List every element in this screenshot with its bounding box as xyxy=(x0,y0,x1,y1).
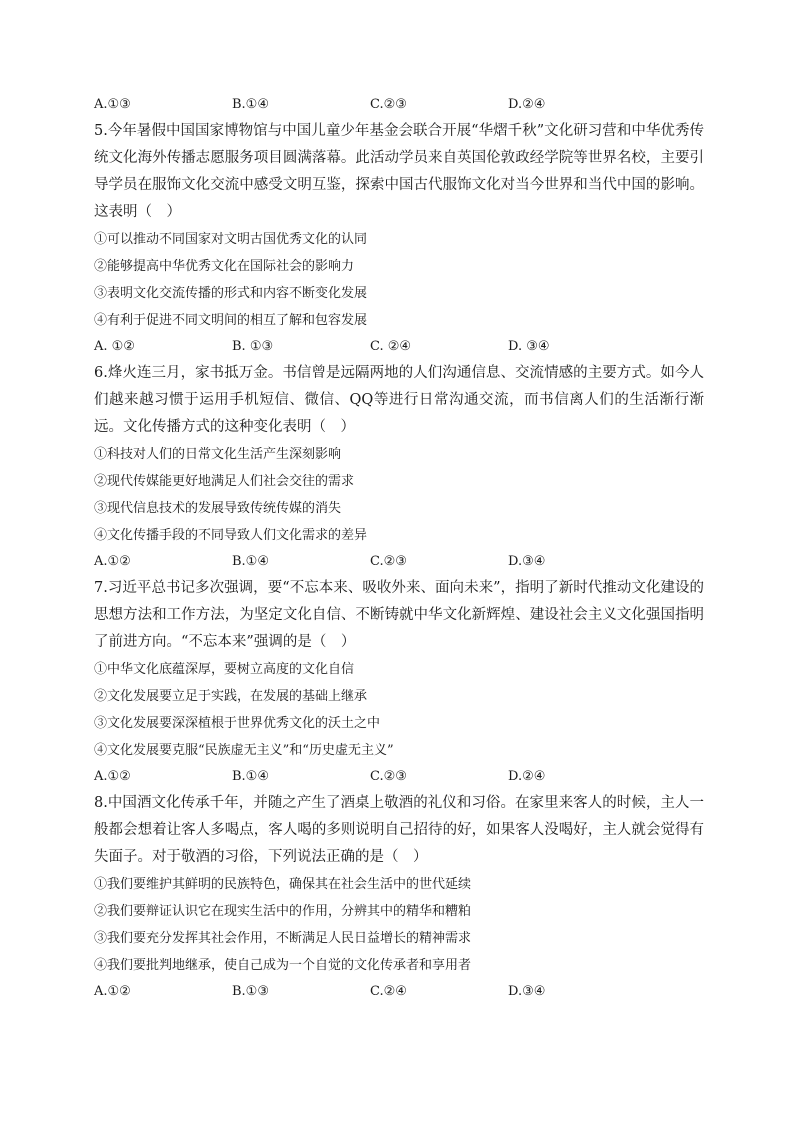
q5-item-4: ④有利于促进不同文明间的相互了解和包容发展 xyxy=(94,313,368,328)
q5-item-3: ③表明文化交流传播的形式和内容不断变化发展 xyxy=(94,286,368,301)
q6-option-a[interactable]: A.①② xyxy=(94,554,131,569)
q8-options xyxy=(94,979,704,1005)
q6-item-1: ①科技对人们的日常文化生活产生深刻影响 xyxy=(94,447,342,462)
q8-stem: 8.中国酒文化传承千年，并随之产生了酒桌上敬酒的礼仪和习俗。在家里来客人的时候，主人一般都会想着让客人多喝点，客人喝的多则说明自己招待的好，如果客人没喝好，主人就会觉得有失面子。对于敬酒的习俗，下列说法正确的是（ ） xyxy=(94,795,704,865)
q4-option-a[interactable]: A.①③ xyxy=(94,97,131,112)
q7-item-2: ②文化发展要立足于实践，在发展的基础上继承 xyxy=(94,689,368,704)
q6-option-b[interactable]: B.①④ xyxy=(232,554,269,569)
q7-item-3: ③文化发展要深深植根于世界优秀文化的沃土之中 xyxy=(94,716,381,731)
q8-option-d[interactable]: D.③④ xyxy=(508,984,546,999)
question-8 xyxy=(94,790,704,1005)
question-5 xyxy=(94,118,704,360)
q6-item-3: ③现代信息技术的发展导致传统传媒的消失 xyxy=(94,501,342,516)
q7-option-b[interactable]: B.①④ xyxy=(232,769,269,784)
q8-item-4: ④我们要批判地继承，使自己成为一个自觉的文化传承者和享用者 xyxy=(94,958,472,973)
q5-item-1: ①可以推动不同国家对文明古国优秀文化的认同 xyxy=(94,232,368,247)
q8-item-2: ②我们要辩证认识它在现实生活中的作用，分辨其中的精华和糟粕 xyxy=(94,904,472,919)
q7-option-a[interactable]: A.①② xyxy=(94,769,131,784)
q6-option-d[interactable]: D.③④ xyxy=(508,554,546,569)
q8-item-3: ③我们要充分发挥其社会作用，不断满足人民日益增长的精神需求 xyxy=(94,931,472,946)
q8-option-a[interactable]: A.①② xyxy=(94,984,131,999)
q5-option-c[interactable]: C. ②④ xyxy=(370,339,412,354)
q6-option-c[interactable]: C.②③ xyxy=(370,554,407,569)
q4-option-c[interactable]: C.②③ xyxy=(370,97,407,112)
q7-option-c[interactable]: C.②③ xyxy=(370,769,407,784)
q7-options xyxy=(94,764,704,790)
q5-stem: 5.今年暑假中国国家博物馆与中国儿童少年基金会联合开展“华熠千秋”文化研习营和中华优秀传统文化海外传播志愿服务项目圆满落幕。此活动学员来自英国伦敦政经学院等世界名校，主要引导学员在服饰文化交流中感受文明互鉴，探索中国古代服饰文化对当今世界和当代中国的影响。这表明（ ） xyxy=(94,123,704,220)
q4-option-b[interactable]: B.①④ xyxy=(232,97,269,112)
q7-item-4: ④文化发展要克服“民族虚无主义”和“历史虚无主义” xyxy=(94,743,394,758)
q6-item-4: ④文化传播手段的不同导致人们文化需求的差异 xyxy=(94,528,368,543)
question-7 xyxy=(94,575,704,790)
q8-item-1: ①我们要维护其鲜明的民族特色，确保其在社会生活中的世代延续 xyxy=(94,877,472,892)
q5-option-b[interactable]: B. ①③ xyxy=(232,339,274,354)
q6-item-2: ②现代传媒能更好地满足人们社会交往的需求 xyxy=(94,474,355,489)
q5-options xyxy=(94,334,704,360)
question-6 xyxy=(94,360,704,575)
q7-option-d[interactable]: D.②④ xyxy=(508,769,546,784)
q8-option-c[interactable]: C.②④ xyxy=(370,984,407,999)
q4-option-d[interactable]: D.②④ xyxy=(508,97,546,112)
q5-option-a[interactable]: A. ①② xyxy=(94,339,135,354)
q7-stem: 7.习近平总书记多次强调，要“不忘本来、吸收外来、面向未来”，指明了新时代推动文化建设的思想方法和工作方法，为坚定文化自信、不断铸就中华文化新辉煌、建设社会主义文化强国指明了前进方向。“不忘本来”强调的是（ ） xyxy=(94,580,704,650)
q4-options xyxy=(94,92,704,118)
q5-item-2: ②能够提高中华优秀文化在国际社会的影响力 xyxy=(94,259,355,274)
q7-item-1: ①中华文化底蕴深厚，要树立高度的文化自信 xyxy=(94,662,355,677)
q8-option-b[interactable]: B.①③ xyxy=(232,984,269,999)
q5-option-d[interactable]: D. ③④ xyxy=(508,339,550,354)
exam-page xyxy=(94,92,704,1005)
q6-options xyxy=(94,549,704,575)
q6-stem: 6.烽火连三月，家书抵万金。书信曾是远隔两地的人们沟通信息、交流情感的主要方式。如今人们越来越习惯于运用手机短信、微信、QQ等进行日常沟通交流，而书信离人们的生活渐行渐远。文化传播方式的这种变化表明（ ） xyxy=(94,365,704,435)
